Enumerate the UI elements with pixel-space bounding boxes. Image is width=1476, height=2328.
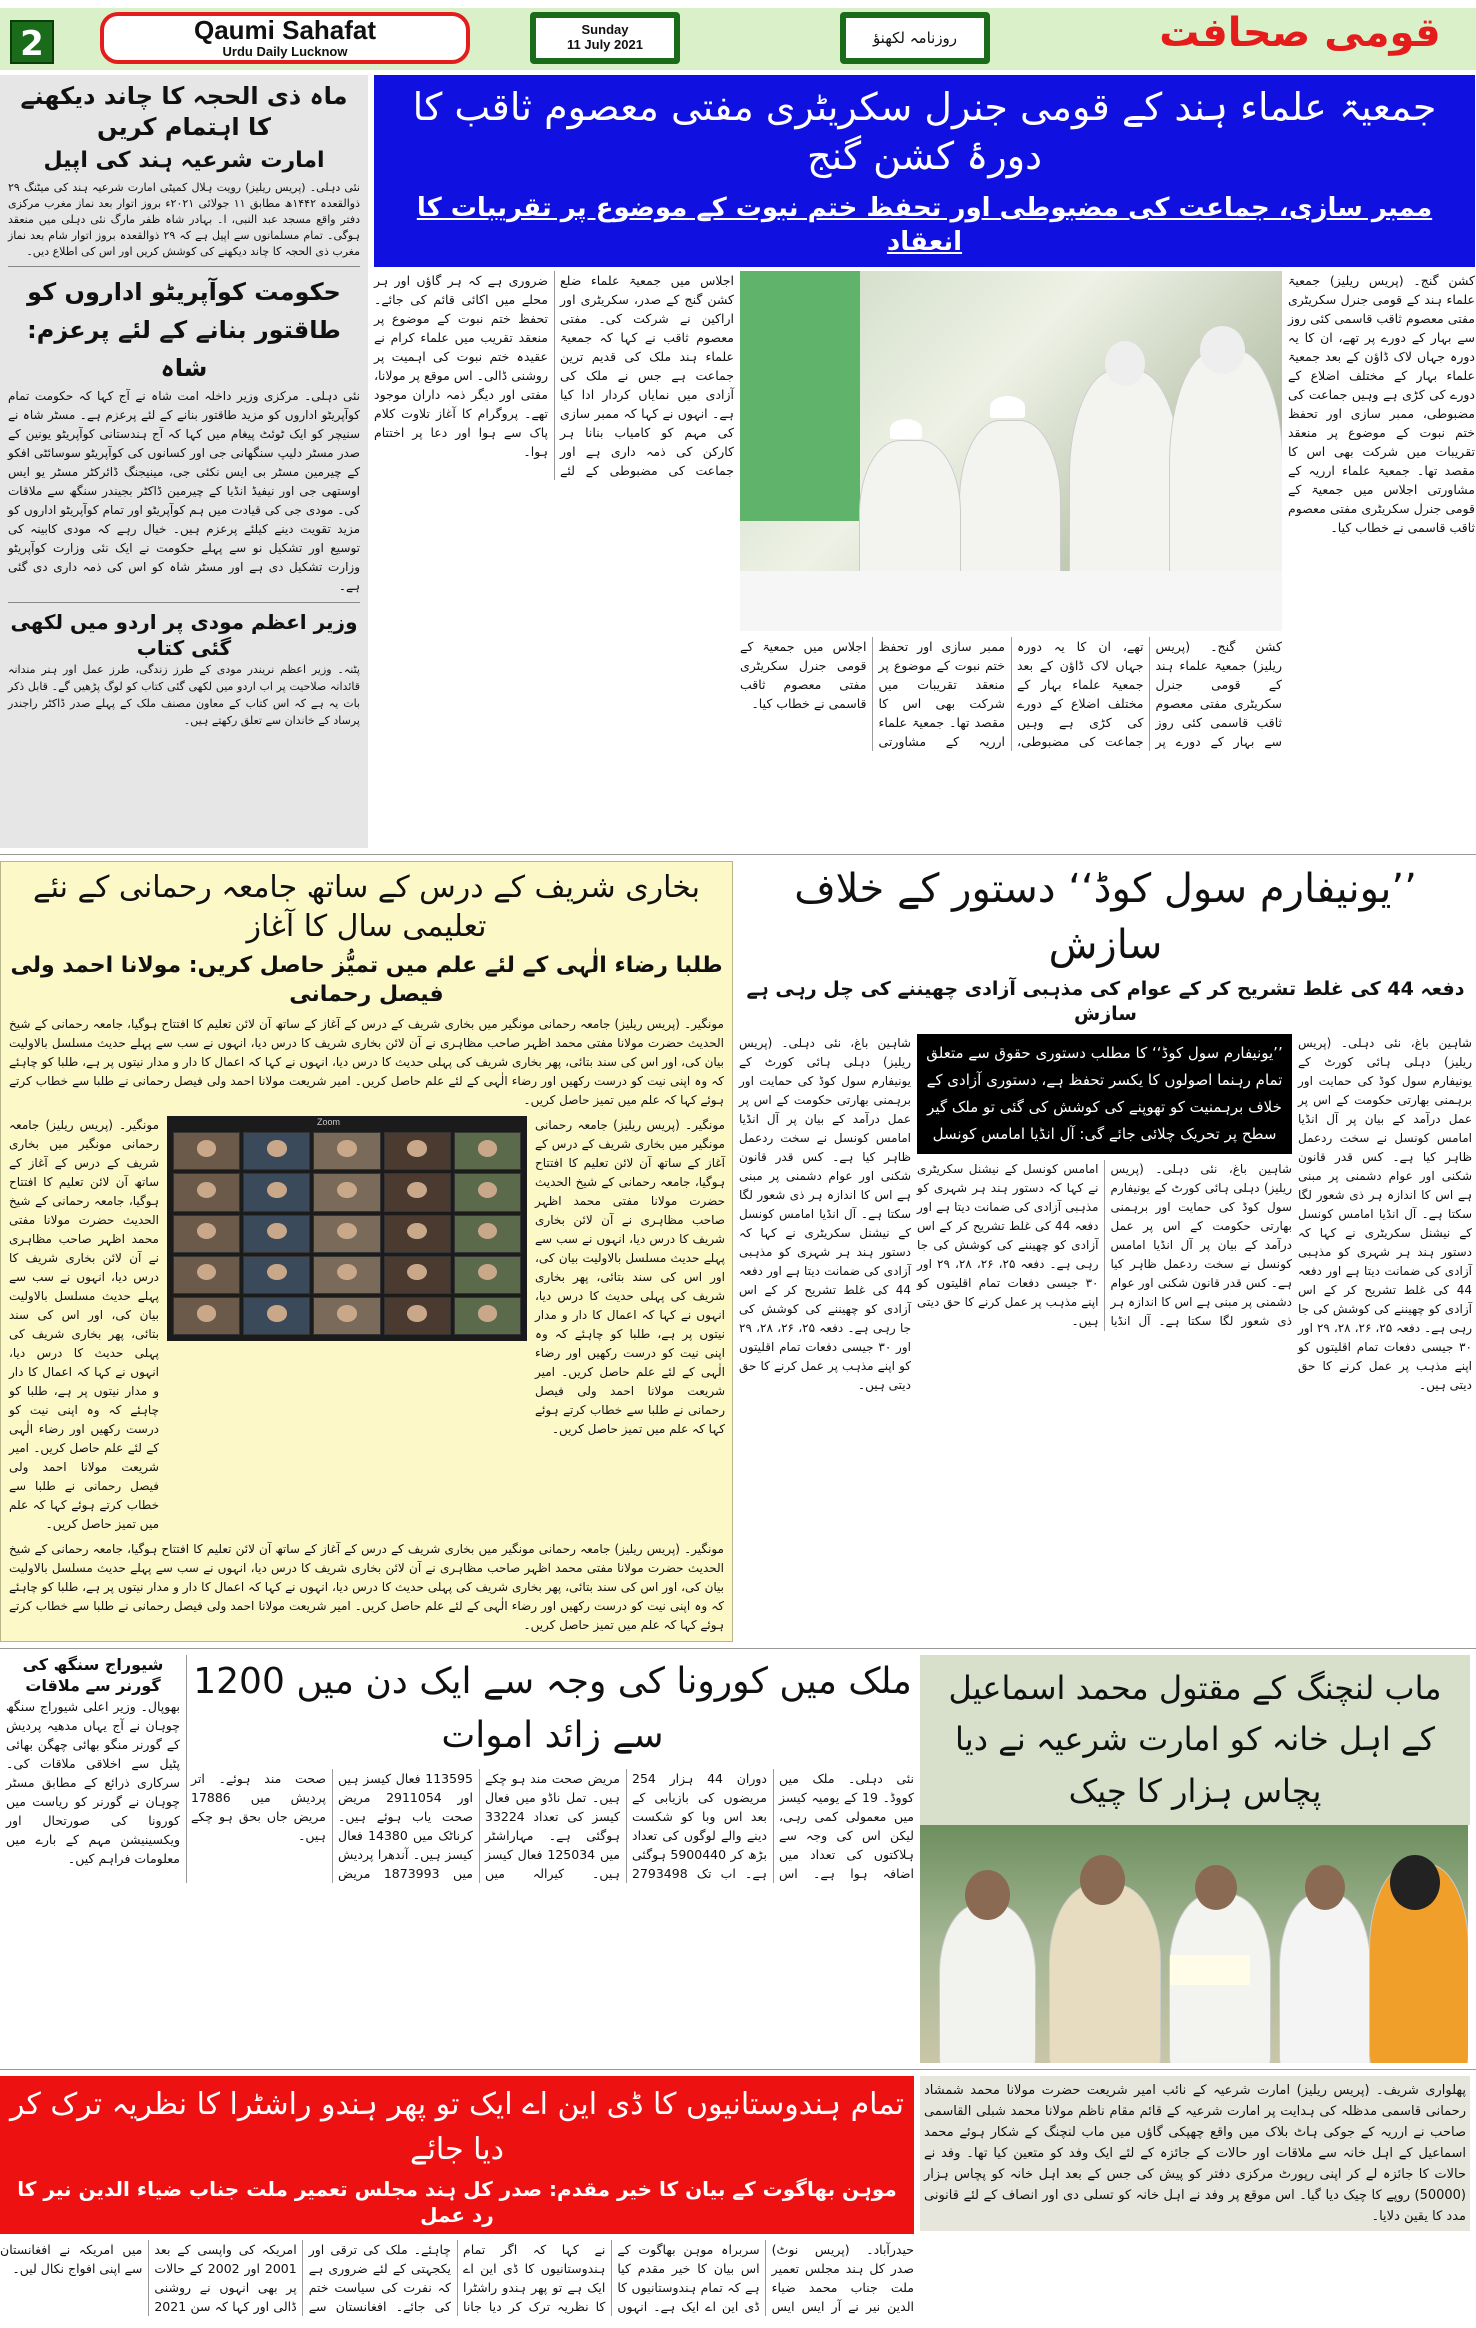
zoom-meeting-screenshot <box>167 1116 527 1341</box>
ucc-body-left: شاہین باغ، نئی دہلی۔ (پریس ریلیز) دہلی ہائی کورٹ کے یونیفارم سول کوڈ کی حمایت اور برہمنی بھارتی حکومت کے اس پر عمل درآمد کے بیان پر آل انڈیا امامس کونسل نے سخت ردعمل ظاہر کیا ہے۔ کس قدر قانون شکنی اور عوام دشمنی پر مبنی ہے اس کا اندازہ ہر ذی شعور لگا سکتا ہے۔ آل انڈیا امامس کونسل کے نیشنل سکریٹری نے کہا کہ دستور ہند ہر شہری کو مذہبی آزادی کی ضمانت دیتا ہے اور دفعہ 44 کی غلط تشریح کر کے اس آزادی کو چھیننے کی کوشش کی جا رہی ہے۔ دفعہ ۲۵، ۲۶، ۲۸، ۲۹ اور ۳۰ جیسی دفعات تمام اقلیتوں کو اپنے مذہب پر عمل کرنے کا حق دیتی ہیں۔ <box>739 1036 912 1393</box>
video-tile <box>313 1256 380 1294</box>
participant-face <box>478 1305 498 1321</box>
lead-headline: جمعیۃ علماء ہند کے قومی جنرل سکریٹری مفتی معصوم ثاقب کا دورۂ کشن گنج <box>412 85 1437 179</box>
shivraj-sidebar <box>0 1655 180 1868</box>
lead-subhead: ممبر سازی، جماعت کی مضبوطی اور تحفظ ختم نبوت کے موضوع پر تقریبات کا انعقاد <box>416 192 1433 257</box>
day: Sunday <box>581 22 629 37</box>
lead-body-lower: کشن گنج۔ (پریس ریلیز) جمعیۃ علماء ہند کے قومی جنرل سکریٹری مفتی معصوم ثاقب قاسمی کئی روز سے بہار کے دورے پر تھے، ان کا یہ دورہ جہاں لاک ڈاؤن کے بعد جمعیۃ علماء بہار کے مختلف اضلاع کے دورے کی کڑی ہے وہیں جماعت کی مضبوطی، ممبر سازی اور تحفظ ختم نبوت کے موضوع پر منعقد تقریبات میں شرکت بھی اس کا مقصد تھا۔ جمعیۃ علماء ارریہ کے مشاورتی اجلاس میں جمعیۃ کے قومی جنرل سکریٹری مفتی معصوم ثاقب قاسمی نے خطاب کیا۔ <box>740 639 1282 750</box>
video-tile <box>173 1297 240 1335</box>
cheque-handover-photo <box>920 1825 1468 2063</box>
video-tile <box>173 1256 240 1294</box>
video-tile <box>243 1132 310 1170</box>
participant-face <box>267 1223 287 1239</box>
participant-face <box>267 1305 287 1321</box>
ucc-quote-box: ’’یونیفارم سول کوڈ‘‘ کا مطلب دستوری حقوق سے متعلق تمام رہنما اصولوں کا یکسر تحفظ ہے، دستوری آزادی کے خلاف برہمنیت کو تھوپنے کی کوشش کی گئی تو ملک گیر سطح پر تحریک چلائی جائے گی: آل انڈیا امامس کونسل <box>917 1034 1292 1154</box>
ucc-body-right: شاہین باغ، نئی دہلی۔ (پریس ریلیز) دہلی ہائی کورٹ کے یونیفارم سول کوڈ کی حمایت اور برہمنی بھارتی حکومت کے اس پر عمل درآمد کے بیان پر آل انڈیا امامس کونسل نے سخت ردعمل ظاہر کیا ہے۔ کس قدر قانون شکنی اور عوام دشمنی پر مبنی ہے اس کا اندازہ ہر ذی شعور لگا سکتا ہے۔ آل انڈیا امامس کونسل کے نیشنل سکریٹری نے کہا کہ دستور ہند ہر شہری کو مذہبی آزادی کی ضمانت دیتا ہے اور دفعہ 44 کی غلط تشریح کر کے اس آزادی کو چھیننے کی کوشش کی جا رہی ہے۔ دفعہ ۲۵، ۲۶، ۲۸، ۲۹ اور ۳۰ جیسی دفعات تمام اقلیتوں کو اپنے مذہب پر عمل کرنے کا حق دیتی ہیں۔ <box>1298 1036 1473 1393</box>
dna-banner <box>0 2076 914 2234</box>
zoom-caption: Zoom <box>317 1117 341 1128</box>
urdu-title-logo: قومی صحافت <box>1159 10 1441 56</box>
cooperative-headline: حکومت کوآپریٹو اداروں کو طاقتور بنانے کے لئے پرعزم: شاہ <box>27 277 341 382</box>
cooperative-body: نئی دہلی۔ مرکزی وزیر داخلہ امت شاہ نے آج کہا کہ حکومت تمام کوآپریٹو اداروں کو مزید طاقتور بنانے کے لئے پرعزم ہے۔ مسٹر شاہ نے سنیچر کو ایک ٹوئٹ پیغام میں کہا کہ آج ہندستانی کوآپریٹو یونین کے صدر مسٹر دلیپ سنگھانی جی اور کسانوں کی کوآپریٹو سوسائٹی افکو کے چیرمین مسٹر بی ایس نکئی جی، مینیجنگ ڈائرکٹر مسٹر یو ایس اوستھی جی اور نیفیڈ انڈیا کے چیرمین ڈاکٹر بجیندر سنگھ سے ملاقات کی۔ مودی جی کی قیادت میں ہم کوآپریٹو اور تمام کوآپریٹو اداروں کو مزید تقویت دینے کیلئے پرعزم ہیں۔ خیال رہے کہ مودی کابینہ کی توسیع اور تشکیل نو سے پہلے حکومت نے ایک نئی وزارت کوآپریٹو وزارت تشکیل دی ہے اور مسٹر شاہ کو اس کی ذمہ داری دی گئی ہے۔ <box>8 388 360 593</box>
video-tile <box>173 1173 240 1211</box>
participant-face <box>197 1223 217 1239</box>
participant-face <box>478 1182 498 1198</box>
green-banner-backdrop <box>740 271 860 521</box>
video-tile <box>243 1215 310 1253</box>
video-tile <box>173 1215 240 1253</box>
participant-face <box>478 1223 498 1239</box>
cheque <box>1170 1955 1250 1985</box>
participant-face <box>337 1305 357 1321</box>
lead-article <box>374 75 1475 751</box>
video-tile <box>243 1173 310 1211</box>
video-tile <box>454 1215 521 1253</box>
participant-face <box>337 1223 357 1239</box>
video-tile <box>454 1256 521 1294</box>
english-title: Qaumi Sahafat <box>193 15 377 45</box>
participant-face <box>197 1140 217 1156</box>
dna-subhead: موہن بھاگوت کے بیان کا خیر مقدم: صدر کل ہند مجلس تعمیر ملت جناب ضیاء الدین نیر کا رد عمل <box>17 2176 897 2227</box>
video-tile <box>454 1297 521 1335</box>
dna-article <box>0 2076 914 2316</box>
video-tile <box>313 1215 380 1253</box>
jamia-body-right: مونگیر۔ (پریس ریلیز) جامعہ رحمانی مونگیر میں بخاری شریف کے درس کے آغاز کے ساتھ آن لائن تعلیم کا افتتاح ہوگیا، جامعہ رحمانی کے شیخ الحدیث حضرت مولانا مفتی محمد اظہر صاحب مظاہری نے آن لائن بخاری شریف کا درس دیا، انہوں نے سب سے پہلے حدیث مسلسل بالاولیت بیان کی، اور اس کی سند بتائی، پھر بخاری شریف کی پہلی حدیث کا درس دیا، انہوں نے کہا کہ اعمال کا دار و مدار نیتوں پر ہے، طلبا کو چاہئے کہ وہ اپنی نیت کو درست رکھیں اور رضاء الٰہی کے لئے علم حاصل کریں۔ امیر شریعت مولانا احمد ولی فیصل رحمانی نے طلبا سے خطاب کرتے ہوئے کہا کہ علم میں تمیز حاصل کریں۔ <box>535 1118 725 1437</box>
jamia-body-left: مونگیر۔ (پریس ریلیز) جامعہ رحمانی مونگیر میں بخاری شریف کے درس کے آغاز کے ساتھ آن لائن تعلیم کا افتتاح ہوگیا، جامعہ رحمانی کے شیخ الحدیث حضرت مولانا مفتی محمد اظہر صاحب مظاہری نے آن لائن بخاری شریف کا درس دیا، انہوں نے سب سے پہلے حدیث مسلسل بالاولیت بیان کی، اور اس کی سند بتائی، پھر بخاری شریف کی پہلی حدیث کا درس دیا، انہوں نے کہا کہ اعمال کا دار و مدار نیتوں پر ہے، طلبا کو چاہئے کہ وہ اپنی نیت کو درست رکھیں اور رضاء الٰہی کے لئے علم حاصل کریں۔ امیر شریعت مولانا احمد ولی فیصل رحمانی نے طلبا سے خطاب کرتے ہوئے کہا کہ علم میں تمیز حاصل کریں۔ <box>9 1118 159 1532</box>
participant-face <box>337 1182 357 1198</box>
video-tile <box>384 1132 451 1170</box>
date-box <box>530 12 680 64</box>
mob-lynching-banner <box>920 1655 1470 1825</box>
ucc-body-center: شاہین باغ، نئی دہلی۔ (پریس ریلیز) دہلی ہائی کورٹ کے یونیفارم سول کوڈ کی حمایت اور برہمنی بھارتی حکومت کے اس پر عمل درآمد کے بیان پر آل انڈیا امامس کونسل نے سخت ردعمل ظاہر کیا ہے۔ کس قدر قانون شکنی اور عوام دشمنی پر مبنی ہے اس کا اندازہ ہر ذی شعور لگا سکتا ہے۔ آل انڈیا امامس کونسل کے نیشنل سکریٹری نے کہا کہ دستور ہند ہر شہری کو مذہبی آزادی کی ضمانت دیتا ہے اور دفعہ 44 کی غلط تشریح کر کے اس آزادی کو چھیننے کی کوشش کی جا رہی ہے۔ دفعہ ۲۵، ۲۶، ۲۸، ۲۹ اور ۳۰ جیسی دفعات تمام اقلیتوں کو اپنے مذہب پر عمل کرنے کا حق دیتی ہیں۔ <box>917 1162 1292 1329</box>
jamia-rahmani-article <box>0 861 733 1642</box>
participant-face <box>407 1182 427 1198</box>
corona-headline: ملک میں کورونا کی وجہ سے ایک دن میں 1200 سے زائد اموات <box>193 1661 912 1757</box>
participant-face <box>337 1264 357 1280</box>
roznama-label: روزنامہ لکھنؤ <box>872 29 958 47</box>
modi-book-headline: وزیر اعظم مودی پر اردو میں لکھی گئی کتاب <box>10 609 358 660</box>
participant-face <box>407 1140 427 1156</box>
participant-face <box>197 1264 217 1280</box>
roznama-box <box>840 12 990 64</box>
lead-banner <box>374 75 1475 267</box>
english-title-box <box>100 12 470 64</box>
moon-sighting-subhead: امارت شرعیہ ہند کی اپیل <box>43 148 325 174</box>
video-tile <box>454 1132 521 1170</box>
video-tile <box>384 1173 451 1211</box>
lead-photo <box>740 271 1282 631</box>
participant-face <box>407 1223 427 1239</box>
participant-face <box>337 1140 357 1156</box>
shivraj-headline: شیوراج سنگھ کی گورنر سے ملاقات <box>22 1655 164 1695</box>
date: 11 July 2021 <box>567 37 643 52</box>
modi-book-body: پٹنہ۔ وزیر اعظم نریندر مودی کے طرز زندگی، طرز عمل اور ہنر مندانہ قائدانہ صلاحیت پر اب اردو میں لکھی گئی کتاب کو لوگ پڑھیں گے۔ قابل ذکر بات یہ ہے کہ اس کتاب کے معاون مصنف ملک کے پہلے صدر ڈاکٹر راجندر پرساد کے خاندان سے تعلق رکھتے ہیں۔ <box>8 662 360 727</box>
dna-headline: تمام ہندوستانیوں کا ڈی این اے ایک تو پھر ہندو راشٹرا کا نظریہ ترک کر دیا جائے <box>9 2086 905 2167</box>
video-tile <box>384 1297 451 1335</box>
video-tile <box>313 1132 380 1170</box>
moon-sighting-body: نئی دہلی۔ (پریس ریلیز) رویت ہلال کمیٹی امارت شرعیہ ہند کی میٹنگ ۲۹ ذوالقعدہ ۱۴۴۲ھ مطابق ۱۱ جولائی ۲۰۲۱ء بروز اتوار بعد نماز مغرب مرکزی دفتر واقع مسجد عبد النبی، ا۔ بہادر شاہ ظفر مارگ نئی دہلی میں منعقد ہوگی۔ تمام مسلمانوں سے اپیل ہے کہ ۲۹ ذوالقعدہ بروز اتوار شام بعد نماز مغرب ذی الحجہ کا چاند دیکھنے کی کوشش کریں اور اس کی اطلاع دیں۔ <box>8 180 361 258</box>
corona-article <box>186 1655 914 1883</box>
ucc-article <box>739 861 1472 1395</box>
participant-face <box>197 1305 217 1321</box>
participant-face <box>407 1264 427 1280</box>
participant-face <box>197 1182 217 1198</box>
participant-face <box>267 1182 287 1198</box>
video-tile <box>313 1297 380 1335</box>
participant-face <box>478 1140 498 1156</box>
video-tile <box>243 1256 310 1294</box>
jamia-subhead: طلبا رضاء الٰہی کے لئے علم میں تمیُّز حاصل کریں: مولانا احمد ولی فیصل رحمانی <box>10 953 723 1007</box>
dna-body: حیدرآباد۔ (پریس نوٹ) صدر کل ہند مجلس تعمیر ملت جناب محمد ضیاء الدین نیر نے آر ایس ایس سربراہ موہن بھاگوت کے اس بیان کا خیر مقدم کیا ہے کہ تمام ہندوستانیوں کا ڈی این اے ایک ہے۔ انہوں نے کہا کہ اگر تمام ہندوستانیوں کا ڈی این اے ایک ہے تو پھر ہندو راشٹرا کا نظریہ ترک کر دیا جانا چاہئے۔ ملک کی ترقی اور یکجہتی کے لئے ضروری ہے کہ نفرت کی سیاست ختم کی جائے۔ افغانستان سے امریکہ کی واپسی کے بعد 2001 اور 2002 کے حالات پر بھی انہوں نے روشنی ڈالی اور کہا کہ سن 2021 میں امریکہ نے افغانستان سے اپنی افواج نکال لیں۔ <box>0 2241 914 2314</box>
mob-body: پھلواری شریف۔ (پریس ریلیز) امارت شرعیہ کے نائب امیر شریعت حضرت مولانا محمد شمشاد رحمانی قاسمی مدظلہ کی ہدایت پر امارت شرعیہ کے قائم مقام ناظم مولانا محمد شبلی القاسمی صاحب نے ارریہ کے جوکی ہاٹ بلاک میں واقع چھپکی گاؤں میں ماب لنچنگ کے شکار ہوئے محمد اسماعیل کے اہل خانہ سے ملاقات اور حالات کے جائزہ کے لئے ایک وفد کو متعین کیا تھا۔ وفد نے حالات کا جائزہ لے کر اپنی رپورٹ مرکزی دفتر کو پیش کی جس کے بعد اہل خانہ کو پچاس ہزار (50000) روپے کا چیک دیا گیا۔ اس موقع پر وفد نے اہل خانہ کو تسلی دی اور انصاف کے لئے قانونی مدد کا یقین دلایا۔ <box>920 2076 1470 2231</box>
lead-body-right: کشن گنج۔ (پریس ریلیز) جمعیۃ علماء ہند کے قومی جنرل سکریٹری مفتی معصوم ثاقب قاسمی کئی روز سے بہار کے دورے پر تھے، ان کا یہ دورہ جہاں لاک ڈاؤن کے بعد جمعیۃ علماء بہار کے مختلف اضلاع کے دورے کی کڑی ہے وہیں جماعت کی مضبوطی، ممبر سازی اور تحفظ ختم نبوت کے موضوع پر منعقد تقریبات میں شرکت بھی اس کا مقصد تھا۔ جمعیۃ علماء ارریہ کے مشاورتی اجلاس میں جمعیۃ کے قومی جنرل سکریٹری مفتی معصوم ثاقب قاسمی نے خطاب کیا۔ <box>1288 273 1475 536</box>
participant-face <box>407 1305 427 1321</box>
video-tile <box>384 1256 451 1294</box>
participant-face <box>267 1140 287 1156</box>
participant-face <box>267 1264 287 1280</box>
corona-body: نئی دہلی۔ ملک میں کووڈ۔ 19 کے یومیہ کیسز میں معمولی کمی رہی، لیکن اس کی وجہ سے ہلاکتوں کی تعداد میں اضافہ ہوا ہے۔ اس دوران 44 ہزار 254 مریضوں کی بازیابی کے بعد اس وبا کو شکست دینے والے لوگوں کی تعداد بڑھ کر 5900440 ہوگئی ہے۔ اب تک 2793498 مریض صحت مند ہو چکے ہیں۔ تمل ناڈو میں فعال کیسز کی تعداد 33224 ہوگئی ہے۔ مہاراشٹر میں 125034 فعال کیسز ہیں۔ کیرالہ میں 113595 فعال کیسز ہیں اور 2911054 مریض صحت یاب ہوئے ہیں۔ کرناٹک میں 14380 فعال کیسز ہیں۔ آندھرا پردیش میں 1873993 مریض صحت مند ہوئے۔ اتر پردیش میں 17886 مریض جاں بحق ہو چکے ہیں۔ <box>191 1771 915 1882</box>
video-tile <box>243 1297 310 1335</box>
jamia-body-top: مونگیر۔ (پریس ریلیز) جامعہ رحمانی مونگیر میں بخاری شریف کے درس کے آغاز کے ساتھ آن لائن تعلیم کا افتتاح ہوگیا، جامعہ رحمانی کے شیخ الحدیث حضرت مولانا مفتی محمد اظہر صاحب مظاہری نے آن لائن بخاری شریف کا درس دیا، انہوں نے سب سے پہلے حدیث مسلسل بالاولیت بیان کی، اور اس کی سند بتائی، پھر بخاری شریف کی پہلی حدیث کا درس دیا، انہوں نے کہا کہ اعمال کا دار و مدار نیتوں پر ہے، طلبا کو چاہئے کہ وہ اپنی نیت کو درست رکھیں اور رضاء الٰہی کے لئے علم حاصل کریں۔ امیر شریعت مولانا احمد ولی فیصل رحمانی نے طلبا سے خطاب کرتے ہوئے کہا کہ علم میں تمیز حاصل کریں۔ <box>9 1017 724 1108</box>
shivraj-body: بھوپال۔ وزیر اعلی شیوراج سنگھ چوہان نے آج یہاں مدھیہ پردیش کے گورنر منگو بھائی چھگن بھائی پٹیل سے اخلاقی ملاقات کی۔ سرکاری ذرائع کے مطابق مسٹر چوہان نے گورنر کو ریاست میں کورونا کی صورتحال اور ویکسینیشن مہم کے بارے میں معلومات فراہم کیں۔ <box>6 1698 180 1866</box>
moon-sighting-headline: ماہ ذی الحجہ کا چاند دیکھنے کا اہتمام کریں <box>20 82 348 142</box>
ucc-headline: ’’یونیفارم سول کوڈ‘‘ دستور کے خلاف سازش <box>794 866 1417 968</box>
video-tile <box>384 1215 451 1253</box>
page-number: 2 <box>10 20 54 64</box>
mob-lynching-article <box>920 1655 1470 2063</box>
ucc-subhead: دفعہ 44 کی غلط تشریح کر کے عوام کی مذہبی آزادی چھیننے کی چل رہی ہے سازش <box>746 978 1465 1025</box>
participant-face <box>478 1264 498 1280</box>
jamia-headline: بخاری شریف کے درس کے ساتھ جامعہ رحمانی کے نئے تعلیمی سال کا آغاز <box>32 870 701 944</box>
jamia-body-bottom: مونگیر۔ (پریس ریلیز) جامعہ رحمانی مونگیر میں بخاری شریف کے درس کے آغاز کے ساتھ آن لائن تعلیم کا افتتاح ہوگیا، جامعہ رحمانی کے شیخ الحدیث حضرت مولانا مفتی محمد اظہر صاحب مظاہری نے آن لائن بخاری شریف کا درس دیا، انہوں نے سب سے پہلے حدیث مسلسل بالاولیت بیان کی، اور اس کی سند بتائی، پھر بخاری شریف کی پہلی حدیث کا درس دیا، انہوں نے کہا کہ اعمال کا دار و مدار نیتوں پر ہے، طلبا کو چاہئے کہ وہ اپنی نیت کو درست رکھیں اور رضاء الٰہی کے لئے علم حاصل کریں۔ امیر شریعت مولانا احمد ولی فیصل رحمانی نے طلبا سے خطاب کرتے ہوئے کہا کہ علم میں تمیز حاصل کریں۔ <box>9 1542 724 1633</box>
lead-body-main: اجلاس میں جمعیۃ علماء ضلع کشن گنج کے صدر، سکریٹری اور اراکین نے شرکت کی۔ مفتی معصوم ثاقب نے کہا کہ جمعیۃ علماء ہند ملک کی قدیم ترین جماعت ہے جس نے ملک کی آزادی میں نمایاں کردار ادا کیا ہے۔ انہوں نے کہا کہ ممبر سازی کی مہم کو کامیاب بنانا ہر کارکن کی ذمہ داری ہے اور جماعت کی مضبوطی کے لئے ضروری ہے کہ ہر گاؤں اور ہر محلے میں اکائی قائم کی جائے۔ تحفظ ختم نبوت کے موضوع پر منعقد تقریب میں علماء کرام نے عقیدہ ختم نبوت کی اہمیت پر روشنی ڈالی۔ اس موقع پر مولانا، مفتی اور دیگر ذمہ داران موجود تھے۔ پروگرام کا آغاز تلاوت کلام پاک سے ہوا اور دعا پر اختتام ہوا۔ <box>374 273 734 479</box>
video-tile <box>173 1132 240 1170</box>
english-subtitle: Urdu Daily Lucknow <box>222 44 348 59</box>
mob-headline: ماب لنچنگ کے مقتول محمد اسماعیل کے اہل خانہ کو امارت شرعیہ نے دیا پچاس ہزار کا چیک <box>948 1669 1442 1810</box>
left-column <box>0 75 368 848</box>
video-tile <box>313 1173 380 1211</box>
video-tile <box>454 1173 521 1211</box>
